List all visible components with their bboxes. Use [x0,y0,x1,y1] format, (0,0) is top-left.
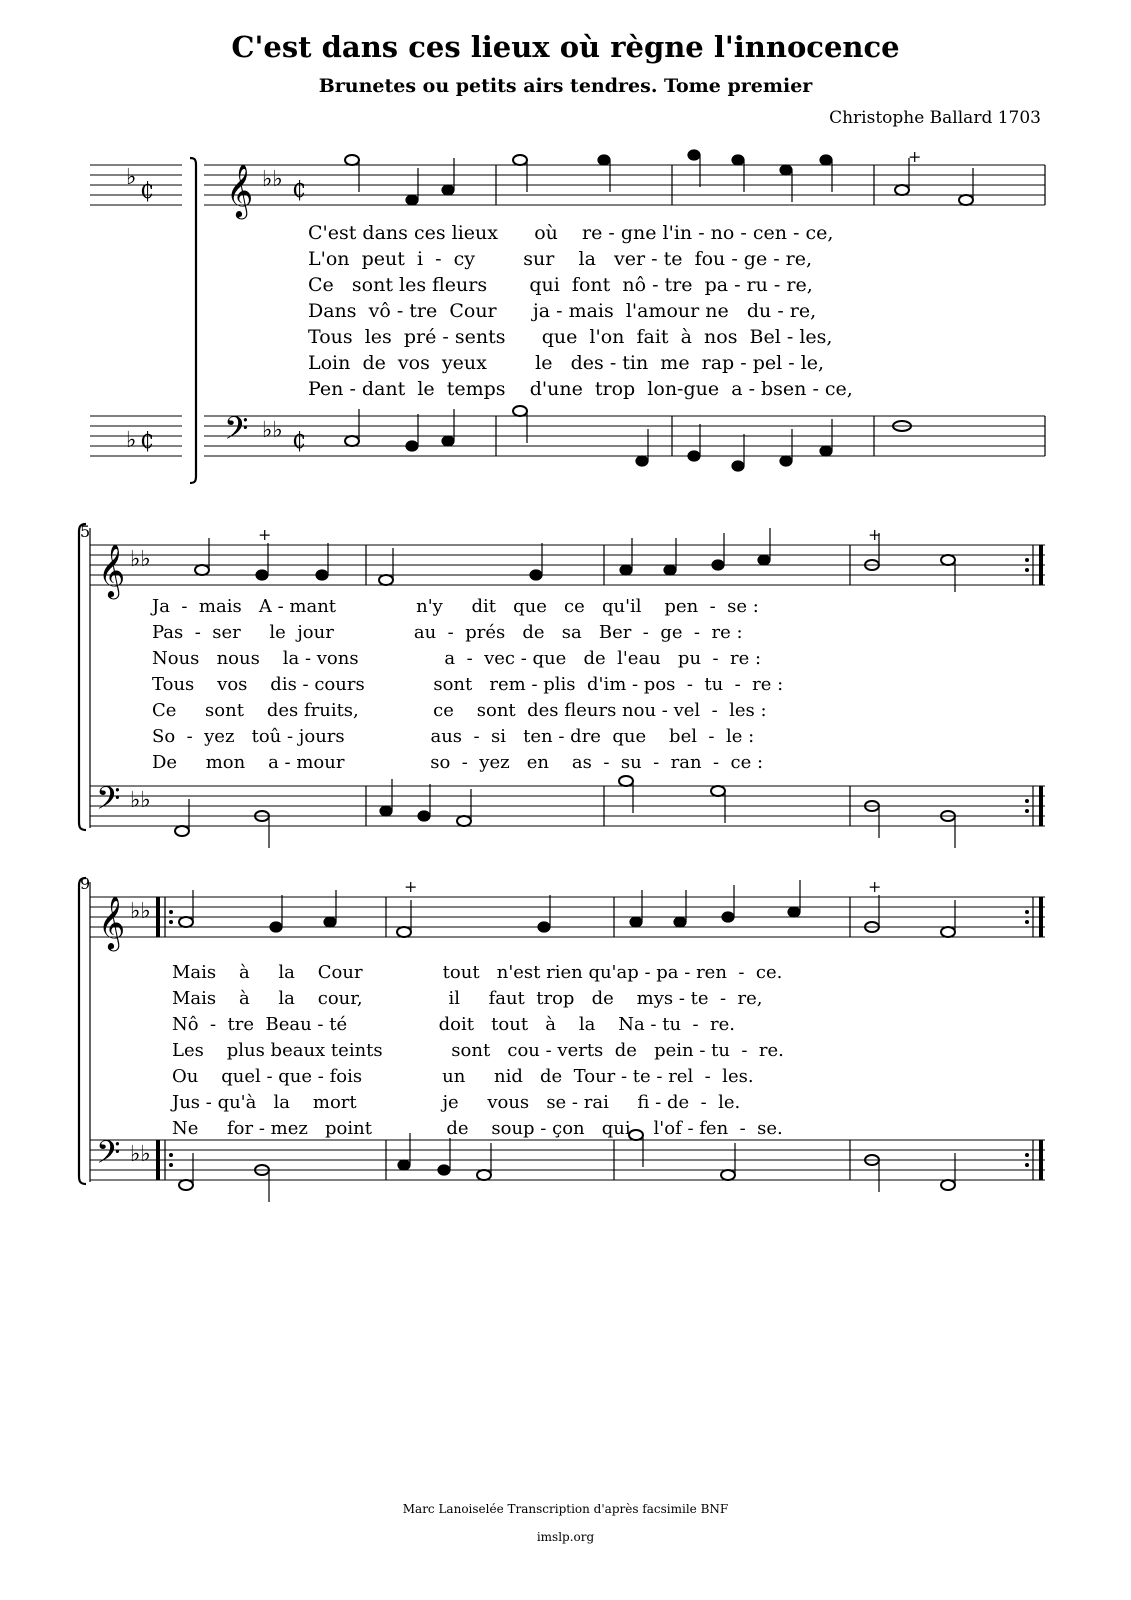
treble-staff [90,545,1045,585]
treble-clef-icon: 𝄞 [98,895,126,949]
treble-staff [204,165,1045,205]
system-brace [79,524,86,830]
bass-notes [179,1130,955,1202]
key-signature-icon: ♭♭ [130,899,151,924]
system-brace [79,878,86,1184]
lyric-line: So - yez toû - jours aus - si ten - dre que bel - le : [152,726,755,747]
treble-clef-icon: 𝄞 [226,163,254,217]
bass-staff [204,416,1045,456]
lyric-line: Pen - dant le temps d'une trop lon-gue a - bsen - ce, [308,378,853,400]
source-site: imslp.org [536,1530,595,1544]
flat-icon: ♭ [126,165,137,190]
lyric-line: De mon a - mour so - yez en as - su - ran - ce : [152,752,764,773]
bass-staff [90,786,1045,826]
incipit-staves [90,165,182,456]
lyric-line: Les plus beaux teints sont cou - verts de pein - tu - re. [172,1040,784,1061]
lyric-line: Ja - mais A - mant n'y dit que ce qu'il pen - se : [152,596,759,617]
lyric-line: Pas - ser le jour au - prés de sa Ber - ge - re : [152,622,743,643]
cut-time-icon: ₵ [292,178,306,203]
cut-time-icon: ₵ [292,429,306,454]
lyric-line: L'on peut i - cy sur la ver - te fou - ge - re, [308,248,813,270]
repeat-dots [1025,558,1029,813]
incipit-signs [126,165,154,454]
system-3 [79,874,1045,1202]
treble-notes [345,150,973,205]
piece-title: C'est dans ces lieux où règne l'innocence [231,30,900,64]
lyric-line: Ce sont des fruits, ce sont des fleurs nou - vel - les : [152,700,767,721]
measure-number: 5 [80,522,91,541]
lyric-line: C'est dans ces lieux où re - gne l'in - no - cen - ce, [308,222,834,244]
bass-staff [90,1140,1045,1180]
key-signature-icon: ♭♭ [262,418,283,443]
lyric-line: Tous les pré - sents que l'on fait à nos Bel - les, [308,326,833,348]
ornament-icon: + [908,147,922,166]
lyric-line: Ou quel - que - fois un nid de Tour - te - rel - les. [172,1066,754,1087]
ornament-icon: + [868,877,882,896]
cut-time-icon: ₵ [140,429,154,454]
treble-notes [195,528,955,592]
key-signature-icon: ♭♭ [130,788,151,813]
bass-clef-icon: 𝄢 [224,410,249,454]
key-signature-icon: ♭♭ [262,167,283,192]
bass-notes [175,776,955,848]
flat-icon: ♭ [126,428,137,453]
lyric-line: Loin de vos yeux le des - tin me rap - pel - le, [308,352,825,374]
lyric-line: Jus - qu'à la mort je vous se - rai fi - de - le. [172,1092,741,1113]
cut-time-icon: ₵ [140,179,154,204]
system-brace [190,158,196,483]
treble-clef-icon: 𝄞 [98,543,126,597]
piece-subtitle: Brunetes ou petits airs tendres. Tome premier [318,75,813,97]
lyric-line: Mais à la Cour tout n'est rien qu'ap - pa - ren - ce. [172,962,783,983]
lyric-line: Dans vô - tre Cour ja - mais l'amour ne du - re, [308,300,817,322]
bass-clef-icon: 𝄢 [96,1134,121,1178]
treble-staff [90,897,1045,937]
ornament-icon: + [404,877,418,896]
treble-notes [179,880,955,937]
key-signature-icon: ♭♭ [130,547,151,572]
key-signature-icon: ♭♭ [130,1142,151,1167]
lyric-line: Mais à la cour, il faut trop de mys - te - re, [172,988,763,1009]
measure-number: 9 [80,874,91,893]
lyric-line: Tous vos dis - cours sont rem - plis d'im - pos - tu - re : [152,674,784,695]
lyric-line: Nous nous la - vons a - vec - que de l'eau pu - re : [152,648,762,669]
ornament-icon: + [868,525,882,544]
composer-credit: Christophe Ballard 1703 [829,108,1041,128]
bass-clef-icon: 𝄢 [96,780,121,824]
lyric-line: Ce sont les fleurs qui font nô - tre pa - ru - re, [308,274,813,296]
transcription-credit: Marc Lanoiselée Transcription d'après facsimile BNF [402,1502,729,1516]
lyric-line: Nô - tre Beau - té doit tout à la Na - tu - re. [172,1014,736,1035]
ornament-icon: + [258,525,272,544]
lyric-line: Ne for - mez point de soup - çon qui l'of - fen - se. [172,1118,783,1139]
